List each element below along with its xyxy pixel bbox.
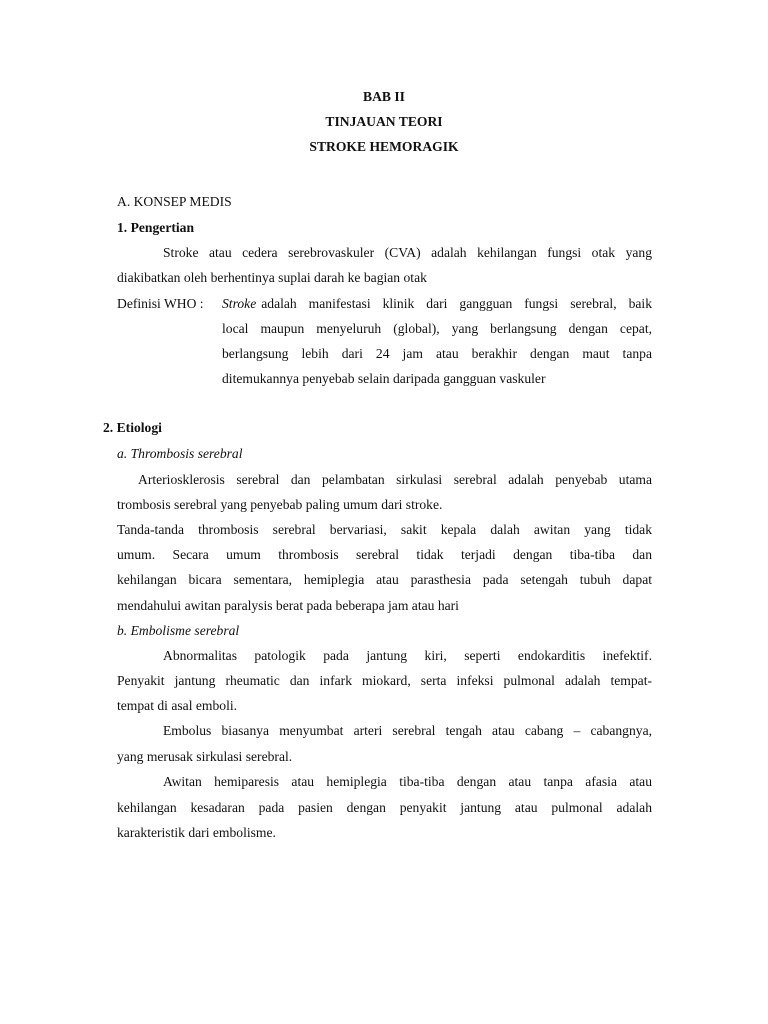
embolisme-p1-line1: Abnormalitas patologik pada jantung kiri, seperti endokarditis inefektif. [163, 648, 652, 663]
chapter-number: BAB II [363, 89, 405, 104]
embolisme-p3-line2: kehilangan kesadaran pada pasien dengan penyakit jantung atau pulmonal adalah [117, 800, 652, 815]
pengertian-p1-line1: Stroke atau cedera serebrovaskuler (CVA) adalah kehilangan fungsi otak yang [163, 245, 652, 260]
who-line1-text: adalah manifestasi klinik dari gangguan fungsi serebral, baik [261, 296, 652, 311]
who-line4: ditemukannya penyebab selain daripada gangguan vaskuler [222, 371, 546, 386]
thrombosis-p1-line1: Arteriosklerosis serebral dan pelambatan sirkulasi serebral adalah penyebab utama [138, 472, 652, 487]
who-line2: local maupun menyeluruh (global), yang berlangsung dengan cepat, [222, 321, 652, 336]
etiologi-heading: 2. Etiologi [103, 420, 162, 435]
embolisme-p1-line3: tempat di asal emboli. [117, 698, 238, 713]
embolisme-heading [117, 622, 239, 640]
embolisme-p3-line1: Awitan hemiparesis atau hemiplegia tiba-tiba dengan atau tanpa afasia atau [163, 774, 652, 789]
thrombosis-heading [117, 445, 243, 463]
thrombosis-p2-line2: umum. Secara umum thrombosis serebral tidak terjadi dengan tiba-tiba dan [117, 547, 652, 562]
section-a-heading: A. KONSEP MEDIS [117, 194, 232, 209]
who-line1 [222, 295, 652, 313]
embolisme-p2-line2: yang merusak sirkulasi serebral. [117, 749, 293, 764]
chapter-title: TINJAUAN TEORI [325, 114, 443, 129]
embolisme-p1-line2: Penyakit jantung rheumatic dan infark miokard, serta infeksi pulmonal adalah tempat- [117, 673, 652, 688]
thrombosis-heading-text: a. Thrombosis serebral [117, 446, 243, 461]
who-label: Definisi WHO : [117, 296, 204, 311]
thrombosis-p1-line2: trombosis serebral yang penyebab paling umum dari stroke. [117, 497, 443, 512]
thrombosis-p2-line3: kehilangan bicara sementara, hemiplegia atau parasthesia pada setengah tubuh dapat [117, 572, 652, 587]
pengertian-p1-line2: diakibatkan oleh berhentinya suplai darah ke bagian otak [117, 270, 427, 285]
chapter-subtitle: STROKE HEMORAGIK [309, 139, 459, 154]
thrombosis-p2-line1: Tanda-tanda thrombosis serebral bervariasi, sakit kepala dalah awitan yang tidak [117, 522, 652, 537]
who-term-stroke: Stroke [222, 296, 257, 311]
who-line3: berlangsung lebih dari 24 jam atau berakhir dengan maut tanpa [222, 346, 652, 361]
thrombosis-p2-line4: mendahului awitan paralysis berat pada beberapa jam atau hari [117, 598, 459, 613]
pengertian-heading: 1. Pengertian [117, 220, 195, 235]
embolisme-heading-text: b. Embolisme serebral [117, 623, 240, 638]
embolisme-p2-line1: Embolus biasanya menyumbat arteri serebral tengah atau cabang – cabangnya, [163, 723, 652, 738]
embolisme-p3-line3: karakteristik dari embolisme. [117, 825, 276, 840]
